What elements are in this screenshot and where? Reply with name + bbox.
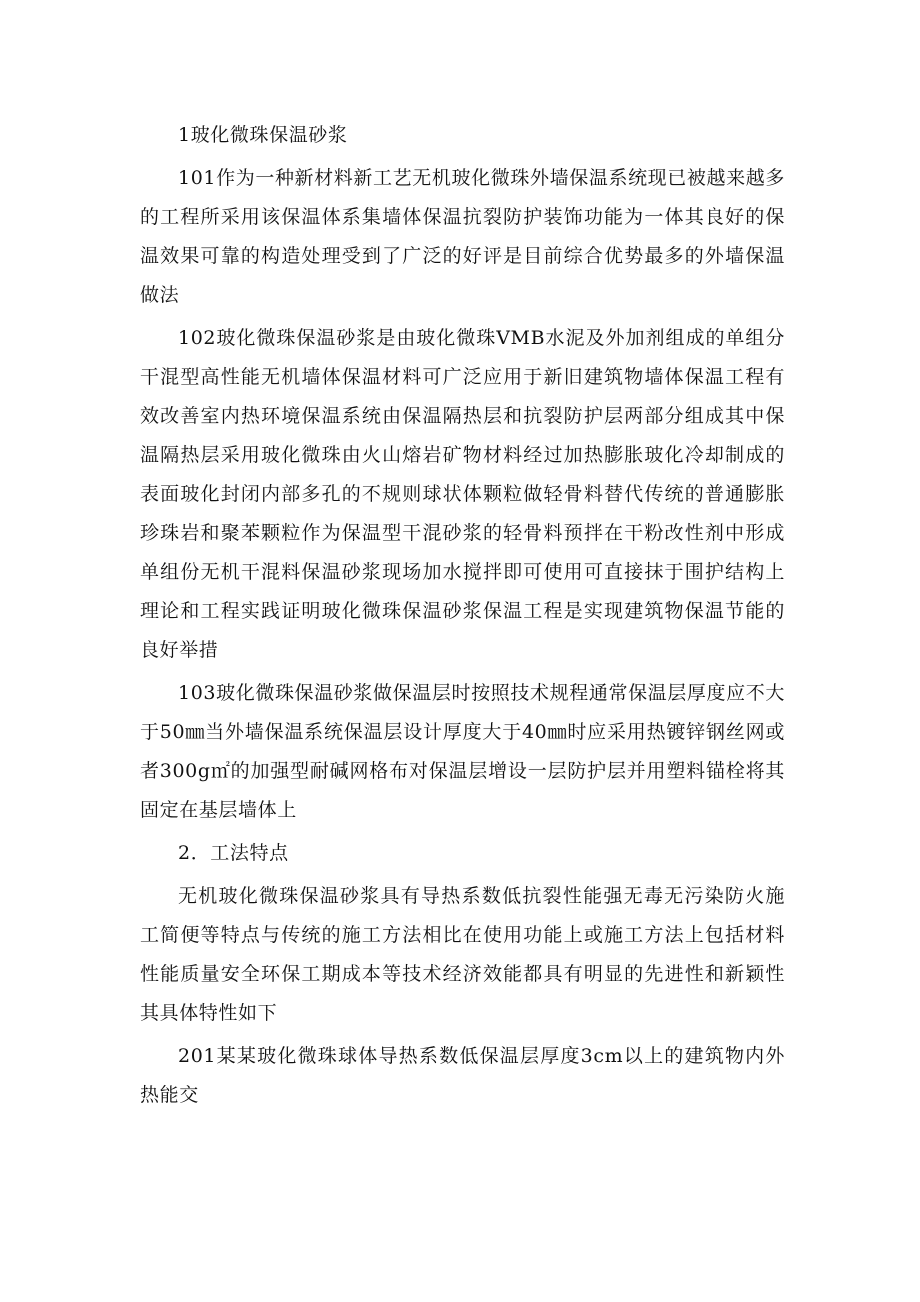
- paragraph-103: 103玻化微珠保温砂浆做保温层时按照技术规程通常保温层厚度应不大于50㎜当外墙保温系统保温层设计厚度大于40㎜时应采用热镀锌钢丝网或者300g㎡的加强型耐碱网格布对保温层增设一层防护层并用塑料锚栓将其固定在基层墙体上: [140, 682, 785, 821]
- paragraph-201: 201某某玻化微珠球体导热系数低保温层厚度3cm以上的建筑物内外热能交: [140, 1045, 785, 1106]
- paragraph-101: 101作为一种新材料新工艺无机玻化微珠外墙保温系统现已被越来越多的工程所采用该保温体系集墙体保温抗裂防护装饰功能为一体其良好的保温效果可靠的构造处理受到了广泛的好评是目前综合优势最多的外墙保温做法: [140, 167, 785, 306]
- section-2-title: 2．工法特点: [178, 842, 289, 864]
- section-1-title: 1玻化微珠保温砂浆: [178, 124, 348, 146]
- paragraph-2-intro: 无机玻化微珠保温砂浆具有导热系数低抗裂性能强无毒无污染防火施工简便等特点与传统的施工方法相比在使用功能上或施工方法上包括材料性能质量安全环保工期成本等技术经济效能都具有明显的先进性和新颖性其具体特性如下: [140, 885, 785, 1024]
- paragraph-102: 102玻化微珠保温砂浆是由玻化微珠VMB水泥及外加剂组成的单组分干混型高性能无机墙体保温材料可广泛应用于新旧建筑物墙体保温工程有效改善室内热环境保温系统由保温隔热层和抗裂防护层两部分组成其中保温隔热层采用玻化微珠由火山熔岩矿物材料经过加热膨胀玻化冷却制成的表面玻化封闭内部多孔的不规则球状体颗粒做轻骨料替代传统的普通膨胀珍珠岩和聚苯颗粒作为保温型干混砂浆的轻骨料预拌在干粉改性剂中形成单组份无机干混料保温砂浆现场加水搅拌即可使用可直接抹于围护结构上理论和工程实践证明玻化微珠保温砂浆保温工程是实现建筑物保温节能的良好举措: [140, 327, 785, 661]
- document-body: [140, 116, 785, 1115]
